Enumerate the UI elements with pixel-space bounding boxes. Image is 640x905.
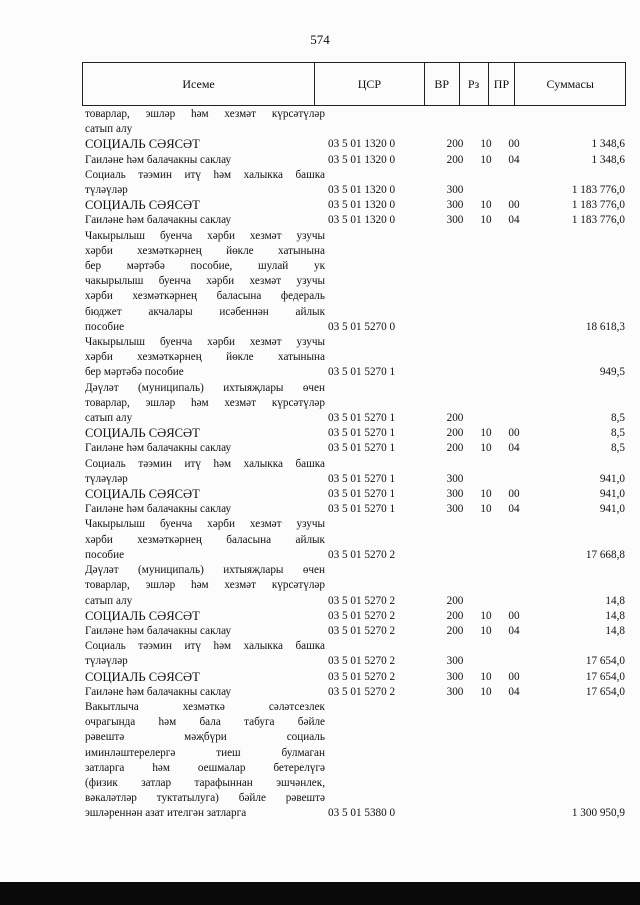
row-name bbox=[85, 229, 325, 335]
row-code: 03 5 01 5270 1 bbox=[328, 442, 396, 455]
row-pr: 04 bbox=[508, 442, 520, 455]
row-name-line: Чакырылыш буенча хәрби хезмәт узучы bbox=[85, 518, 325, 531]
row-code: 03 5 01 5270 1 bbox=[328, 412, 396, 425]
row-name-line: товарлар, эшләр һәм хезмәт күрсәтүләр bbox=[85, 108, 325, 120]
row-sum: 8,5 bbox=[611, 412, 625, 425]
row-pr: 04 bbox=[508, 214, 520, 227]
table-header bbox=[82, 62, 626, 106]
table-row bbox=[85, 609, 625, 624]
row-code: 03 5 01 5270 0 bbox=[328, 320, 396, 333]
row-name-line: хәрби хезмәткәрнең баласына айлык bbox=[85, 533, 325, 546]
table-row bbox=[85, 670, 625, 685]
table-row bbox=[85, 457, 625, 487]
row-name bbox=[85, 487, 325, 502]
row-pr: 00 bbox=[508, 670, 520, 683]
row-name bbox=[85, 381, 325, 427]
row-sum: 14,8 bbox=[605, 609, 625, 622]
row-name bbox=[85, 685, 325, 700]
row-sum: 949,5 bbox=[599, 366, 625, 379]
row-pr: 00 bbox=[508, 138, 520, 151]
row-code: 03 5 01 1320 0 bbox=[328, 214, 396, 227]
row-vr: 200 bbox=[446, 594, 464, 607]
row-name-line: түләүләр bbox=[85, 184, 128, 197]
row-rz: 10 bbox=[480, 609, 492, 622]
table-row bbox=[85, 335, 625, 381]
row-name-line: сатып алу bbox=[85, 594, 133, 607]
header-vr: ВР bbox=[425, 63, 460, 105]
row-pr: 00 bbox=[508, 199, 520, 212]
table-row bbox=[85, 213, 625, 228]
row-name-line: СОЦИАЛЬ СӘЯСӘТ bbox=[85, 608, 200, 623]
row-sum: 17 654,0 bbox=[585, 670, 625, 683]
table-row bbox=[85, 441, 625, 456]
row-name bbox=[85, 426, 325, 441]
row-name-line: Чакырылыш буенча хәрби хезмәт узучы bbox=[85, 229, 325, 242]
row-sum: 14,8 bbox=[605, 624, 625, 637]
table-row bbox=[85, 153, 625, 168]
row-name-line: Дәүләт (муниципаль) ихтыяҗлары өчен bbox=[85, 564, 325, 577]
row-rz: 10 bbox=[480, 153, 492, 166]
row-name bbox=[85, 517, 325, 563]
row-name-line: Социаль тәэмин итү һәм халыкка башка bbox=[85, 457, 325, 470]
row-sum: 941,0 bbox=[599, 503, 625, 516]
header-sum: Суммасы bbox=[546, 76, 594, 91]
table-row bbox=[85, 639, 625, 669]
row-code: 03 5 01 5270 1 bbox=[328, 427, 396, 440]
row-sum: 941,0 bbox=[599, 472, 625, 485]
table-row bbox=[85, 563, 625, 609]
row-vr: 300 bbox=[446, 184, 464, 197]
row-sum: 18 618,3 bbox=[585, 320, 625, 333]
row-code: 03 5 01 5270 2 bbox=[328, 624, 396, 637]
row-name-line: сатып алу bbox=[85, 412, 133, 425]
row-vr: 300 bbox=[446, 685, 464, 698]
row-name-line: пособие bbox=[85, 320, 125, 333]
row-pr: 00 bbox=[508, 427, 520, 440]
table-row bbox=[85, 624, 625, 639]
row-name-line: бер мәртәбә пособие, шулай ук bbox=[85, 260, 325, 273]
row-name-line: Гаиләне һәм балачакны саклау bbox=[85, 442, 232, 455]
row-rz: 10 bbox=[480, 199, 492, 212]
row-rz: 10 bbox=[480, 670, 492, 683]
row-vr: 300 bbox=[446, 655, 464, 668]
row-vr: 300 bbox=[446, 199, 464, 212]
row-name-line: Гаиләне һәм балачакны саклау bbox=[85, 503, 232, 516]
row-sum: 14,8 bbox=[605, 594, 625, 607]
table-row bbox=[85, 137, 625, 152]
row-vr: 200 bbox=[446, 609, 464, 622]
row-rz: 10 bbox=[480, 214, 492, 227]
row-pr: 04 bbox=[508, 624, 520, 637]
row-name-line: Дәүләт (муниципаль) ихтыяҗлары өчен bbox=[85, 381, 325, 394]
row-rz: 10 bbox=[480, 685, 492, 698]
row-name-line: Социаль тәэмин итү һәм халыкка башка bbox=[85, 168, 325, 181]
row-vr: 200 bbox=[446, 624, 464, 637]
row-name-line: Гаиләне һәм балачакны саклау bbox=[85, 214, 232, 227]
row-name bbox=[85, 153, 325, 168]
row-sum: 17 654,0 bbox=[585, 685, 625, 698]
row-name bbox=[85, 502, 325, 517]
row-rz: 10 bbox=[480, 427, 492, 440]
row-name-line: хәрби хезмәткәрнең йөкле хатынына bbox=[85, 244, 325, 257]
row-sum: 1 348,6 bbox=[591, 138, 625, 151]
row-rz: 10 bbox=[480, 488, 492, 501]
row-vr: 300 bbox=[446, 488, 464, 501]
row-name-line: хәрби хезмәткәрнең баласына федераль bbox=[85, 290, 325, 303]
row-name-line: Гаиләне һәм балачакны саклау bbox=[85, 685, 232, 698]
table-row bbox=[85, 198, 625, 213]
row-code: 03 5 01 5270 2 bbox=[328, 685, 396, 698]
row-name bbox=[85, 137, 325, 152]
row-name-line: СОЦИАЛЬ СӘЯСӘТ bbox=[85, 669, 200, 684]
row-name bbox=[85, 457, 325, 487]
row-name-line: товарлар, эшләр һәм хезмәт күрсәтүләр bbox=[85, 579, 325, 592]
row-pr: 04 bbox=[508, 153, 520, 166]
row-sum: 17 654,0 bbox=[585, 655, 625, 668]
row-name bbox=[85, 107, 325, 137]
row-vr: 200 bbox=[446, 412, 464, 425]
row-name bbox=[85, 624, 325, 639]
row-name bbox=[85, 563, 325, 609]
table-row bbox=[85, 487, 625, 502]
row-name-line: СОЦИАЛЬ СӘЯСӘТ bbox=[85, 426, 200, 441]
header-pr: ПР bbox=[489, 63, 516, 105]
row-code: 03 5 01 5270 1 bbox=[328, 366, 396, 379]
row-code: 03 5 01 5270 1 bbox=[328, 503, 396, 516]
row-name-line: затларга һәм оешмалар бетерелүгә bbox=[85, 761, 325, 774]
row-name-line: сатып алу bbox=[85, 123, 133, 136]
row-sum: 17 668,8 bbox=[585, 548, 625, 561]
row-pr: 04 bbox=[508, 503, 520, 516]
row-name-line: (физик затлар тарафыннан эшчәнлек, bbox=[85, 776, 325, 789]
row-sum: 1 300 950,9 bbox=[571, 807, 625, 820]
row-code: 03 5 01 5270 2 bbox=[328, 670, 396, 683]
row-name bbox=[85, 198, 325, 213]
row-name-line: Гаиләне һәм балачакны саклау bbox=[85, 153, 232, 166]
row-vr: 200 bbox=[446, 427, 464, 440]
row-name bbox=[85, 213, 325, 228]
table-row bbox=[85, 517, 625, 563]
table-row bbox=[85, 426, 625, 441]
row-code: 03 5 01 5270 2 bbox=[328, 594, 396, 607]
row-name bbox=[85, 700, 325, 822]
row-name bbox=[85, 670, 325, 685]
table-row bbox=[85, 168, 625, 198]
table-row bbox=[85, 107, 625, 137]
row-name bbox=[85, 609, 325, 624]
row-name bbox=[85, 168, 325, 198]
row-vr: 200 bbox=[446, 153, 464, 166]
row-name-line: товарлар, эшләр һәм хезмәт күрсәтүләр bbox=[85, 396, 325, 409]
table-body bbox=[85, 107, 625, 822]
row-pr: 00 bbox=[508, 488, 520, 501]
row-name bbox=[85, 639, 325, 669]
row-vr: 300 bbox=[446, 503, 464, 516]
row-rz: 10 bbox=[480, 442, 492, 455]
row-code: 03 5 01 1320 0 bbox=[328, 153, 396, 166]
header-code: ЦСР bbox=[315, 63, 425, 105]
row-sum: 8,5 bbox=[611, 442, 625, 455]
row-name-line: СОЦИАЛЬ СӘЯСӘТ bbox=[85, 198, 200, 213]
row-code: 03 5 01 5380 0 bbox=[328, 807, 396, 820]
row-name-line: чакырылыш буенча хәрби хезмәт узучы bbox=[85, 275, 325, 288]
row-name-line: вәкаләтләр туктатылуга) бәйле рәвештә bbox=[85, 792, 325, 805]
table-row bbox=[85, 700, 625, 822]
table-row bbox=[85, 381, 625, 427]
row-vr: 300 bbox=[446, 214, 464, 227]
row-name-line: Вакытлыча хезмәткә сәләтсезлек bbox=[85, 700, 325, 713]
row-code: 03 5 01 1320 0 bbox=[328, 199, 396, 212]
row-vr: 200 bbox=[446, 442, 464, 455]
row-sum: 1 348,6 bbox=[591, 153, 625, 166]
row-name-line: Гаиләне һәм балачакны саклау bbox=[85, 624, 232, 637]
row-name-line: иминләштерелергә тиеш булмаган bbox=[85, 746, 325, 759]
row-name-line: Чакырылыш буенча хәрби хезмәт узучы bbox=[85, 336, 325, 349]
row-code: 03 5 01 1320 0 bbox=[328, 184, 396, 197]
row-pr: 00 bbox=[508, 609, 520, 622]
row-name-line: хәрби хезмәткәрнең йөкле хатынына bbox=[85, 351, 325, 364]
table-row bbox=[85, 229, 625, 335]
row-vr: 300 bbox=[446, 472, 464, 485]
row-vr: 300 bbox=[446, 670, 464, 683]
row-code: 03 5 01 5270 2 bbox=[328, 609, 396, 622]
row-sum: 1 183 776,0 bbox=[571, 199, 625, 212]
row-name-line: СОЦИАЛЬ СӘЯСӘТ bbox=[85, 487, 200, 502]
row-name bbox=[85, 441, 325, 456]
row-code: 03 5 01 1320 0 bbox=[328, 138, 396, 151]
row-sum: 1 183 776,0 bbox=[571, 184, 625, 197]
table-row bbox=[85, 685, 625, 700]
row-name-line: түләүләр bbox=[85, 655, 128, 668]
row-name-line: бюджет акчалары исәбеннән айлык bbox=[85, 305, 325, 318]
row-code: 03 5 01 5270 2 bbox=[328, 655, 396, 668]
row-name-line: пособие bbox=[85, 548, 125, 561]
row-code: 03 5 01 5270 1 bbox=[328, 488, 396, 501]
row-sum: 1 183 776,0 bbox=[571, 214, 625, 227]
row-pr: 04 bbox=[508, 685, 520, 698]
row-sum: 8,5 bbox=[611, 427, 625, 440]
row-rz: 10 bbox=[480, 624, 492, 637]
page-number: 574 bbox=[310, 32, 330, 47]
row-name-line: рәвештә мәҗбүри социаль bbox=[85, 731, 325, 744]
row-code: 03 5 01 5270 1 bbox=[328, 472, 396, 485]
row-name-line: бер мәртәбә пособие bbox=[85, 366, 184, 379]
header-rz: Рз bbox=[460, 63, 489, 105]
table-row bbox=[85, 502, 625, 517]
scan-edge-bar bbox=[0, 882, 640, 905]
row-name-line: түләүләр bbox=[85, 472, 128, 485]
row-code: 03 5 01 5270 2 bbox=[328, 548, 396, 561]
row-name bbox=[85, 335, 325, 381]
row-rz: 10 bbox=[480, 503, 492, 516]
row-rz: 10 bbox=[480, 138, 492, 151]
header-name: Исеме bbox=[83, 63, 315, 105]
row-name-line: эшләреннән азат ителгән затларга bbox=[85, 807, 247, 820]
row-sum: 941,0 bbox=[599, 488, 625, 501]
row-name-line: Социаль тәэмин итү һәм халыкка башка bbox=[85, 640, 325, 653]
row-name-line: СОЦИАЛЬ СӘЯСӘТ bbox=[85, 137, 200, 152]
row-vr: 200 bbox=[446, 138, 464, 151]
row-name-line: очрагында һәм бала табуга бәйле bbox=[85, 716, 325, 729]
